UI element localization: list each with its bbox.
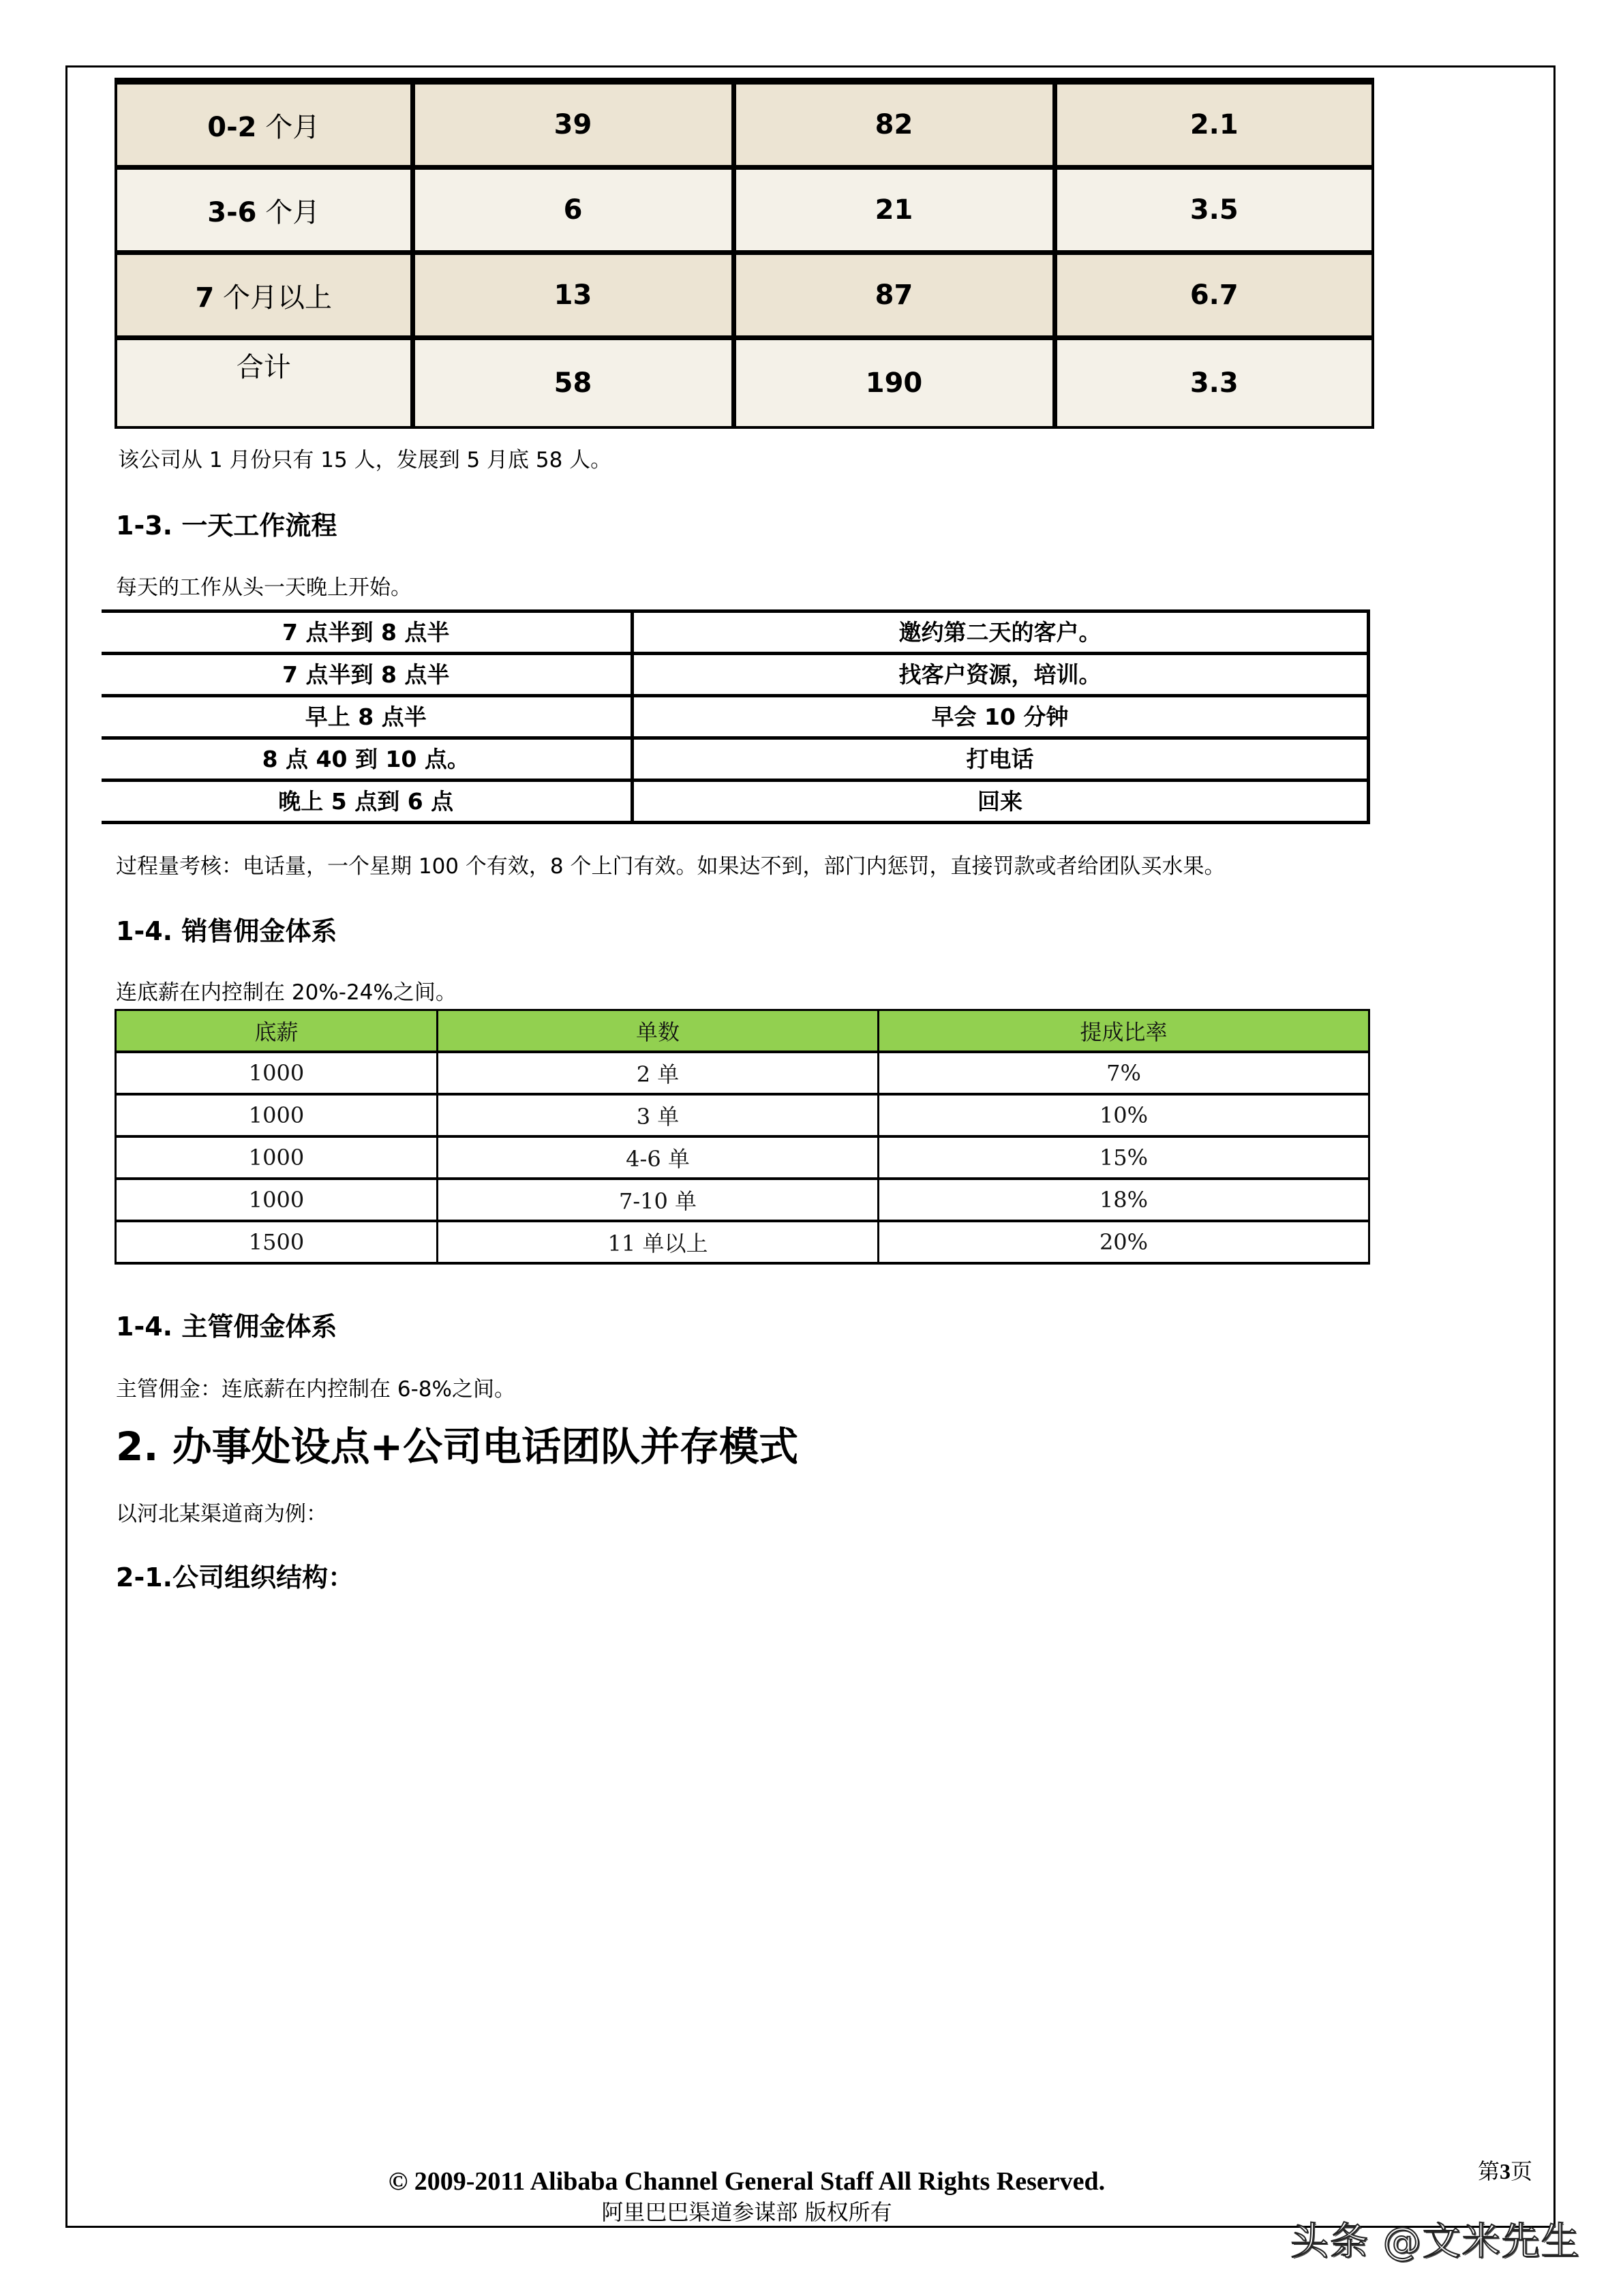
rate-cell: 7% <box>879 1052 1369 1094</box>
task-cell: 回来 <box>632 781 1368 823</box>
schedule-table <box>102 609 1370 824</box>
footer-copyright: © 2009-2011 Alibaba Channel General Staff All Rights Reserved. <box>388 2167 1106 2196</box>
task-cell: 邀约第二天的客户。 <box>632 611 1368 654</box>
section-heading-1-4-manager: 1-4. 主管佣金体系 <box>116 1312 337 1342</box>
page-number: 第3页 <box>1478 2158 1533 2184</box>
schedule-intro: 每天的工作从头一天晚上开始。 <box>116 575 412 600</box>
value-cell: 3.5 <box>1055 168 1373 253</box>
header-commission-rate: 提成比率 <box>879 1010 1369 1053</box>
table-row <box>102 738 1368 781</box>
table-row-total <box>116 338 1373 428</box>
value-cell: 82 <box>733 81 1055 168</box>
order-count-cell: 11 单以上 <box>438 1221 879 1263</box>
rate-cell: 20% <box>879 1221 1369 1263</box>
value-cell: 2.1 <box>1055 81 1373 168</box>
table-row <box>116 1052 1369 1094</box>
task-cell: 早会 10 分钟 <box>632 696 1368 738</box>
table-row <box>116 168 1373 253</box>
time-cell: 晚上 5 点到 6 点 <box>102 781 632 823</box>
section-heading-2: 2. 办事处设点+公司电话团队并存模式 <box>116 1423 799 1470</box>
rate-cell: 18% <box>879 1179 1369 1221</box>
period-cell: 3-6 个月 <box>116 168 412 253</box>
commission-table <box>115 1009 1370 1265</box>
growth-note: 该公司从 1 月份只有 15 人，发展到 5 月底 58 人。 <box>118 448 612 472</box>
section-2-intro: 以河北某渠道商为例： <box>116 1502 327 1526</box>
table-header-row <box>116 1010 1369 1053</box>
task-cell: 打电话 <box>632 738 1368 781</box>
value-cell: 87 <box>733 253 1055 338</box>
sales-commission-intro: 连底薪在内控制在 20%-24%之间。 <box>116 980 457 1005</box>
time-cell: 7 点半到 8 点半 <box>102 654 632 696</box>
footer-copyright-cn: 阿里巴巴渠道参谋部 版权所有 <box>601 2199 892 2225</box>
table-row <box>102 611 1368 654</box>
table-row <box>116 1094 1369 1136</box>
value-cell: 13 <box>412 253 733 338</box>
header-order-count: 单数 <box>438 1010 879 1053</box>
task-cell: 找客户资源，培训。 <box>632 654 1368 696</box>
manager-commission-text: 主管佣金：连底薪在内控制在 6-8%之间。 <box>116 1377 515 1402</box>
period-cell: 0-2 个月 <box>116 81 412 168</box>
time-cell: 早上 8 点半 <box>102 696 632 738</box>
base-salary-cell: 1500 <box>116 1221 438 1263</box>
base-salary-cell: 1000 <box>116 1136 438 1179</box>
table-row <box>116 1221 1369 1263</box>
header-base-salary: 底薪 <box>116 1010 438 1053</box>
table-row <box>116 1136 1369 1179</box>
value-cell: 21 <box>733 168 1055 253</box>
base-salary-cell: 1000 <box>116 1094 438 1136</box>
total-label-cell: 合计 <box>116 338 412 428</box>
order-count-cell: 2 单 <box>438 1052 879 1094</box>
table-row <box>102 654 1368 696</box>
table-row <box>102 696 1368 738</box>
section-heading-1-4-sales: 1-4. 销售佣金体系 <box>116 916 337 946</box>
order-count-cell: 4-6 单 <box>438 1136 879 1179</box>
section-heading-2-1: 2-1.公司组织结构： <box>116 1562 354 1592</box>
table-row <box>116 81 1373 168</box>
table-row <box>102 781 1368 823</box>
value-cell: 39 <box>412 81 733 168</box>
base-salary-cell: 1000 <box>116 1179 438 1221</box>
value-cell: 6.7 <box>1055 253 1373 338</box>
table-row <box>116 253 1373 338</box>
base-salary-cell: 1000 <box>116 1052 438 1094</box>
value-cell: 6 <box>412 168 733 253</box>
tenure-table <box>115 78 1374 429</box>
period-cell: 7 个月以上 <box>116 253 412 338</box>
time-cell: 8 点 40 到 10 点。 <box>102 738 632 781</box>
value-cell: 190 <box>733 338 1055 428</box>
value-cell: 58 <box>412 338 733 428</box>
order-count-cell: 7-10 单 <box>438 1179 879 1221</box>
rate-cell: 15% <box>879 1136 1369 1179</box>
value-cell: 3.3 <box>1055 338 1373 428</box>
assessment-note: 过程量考核：电话量，一个星期 100 个有效，8 个上门有效。如果达不到，部门内惩罚，直接罚款或者给团队买水果。 <box>116 854 1226 879</box>
watermark: 头条 @文米先生 <box>1290 2220 1581 2264</box>
table-row <box>116 1179 1369 1221</box>
rate-cell: 10% <box>879 1094 1369 1136</box>
section-heading-1-3: 1-3. 一天工作流程 <box>116 511 337 541</box>
time-cell: 7 点半到 8 点半 <box>102 611 632 654</box>
order-count-cell: 3 单 <box>438 1094 879 1136</box>
